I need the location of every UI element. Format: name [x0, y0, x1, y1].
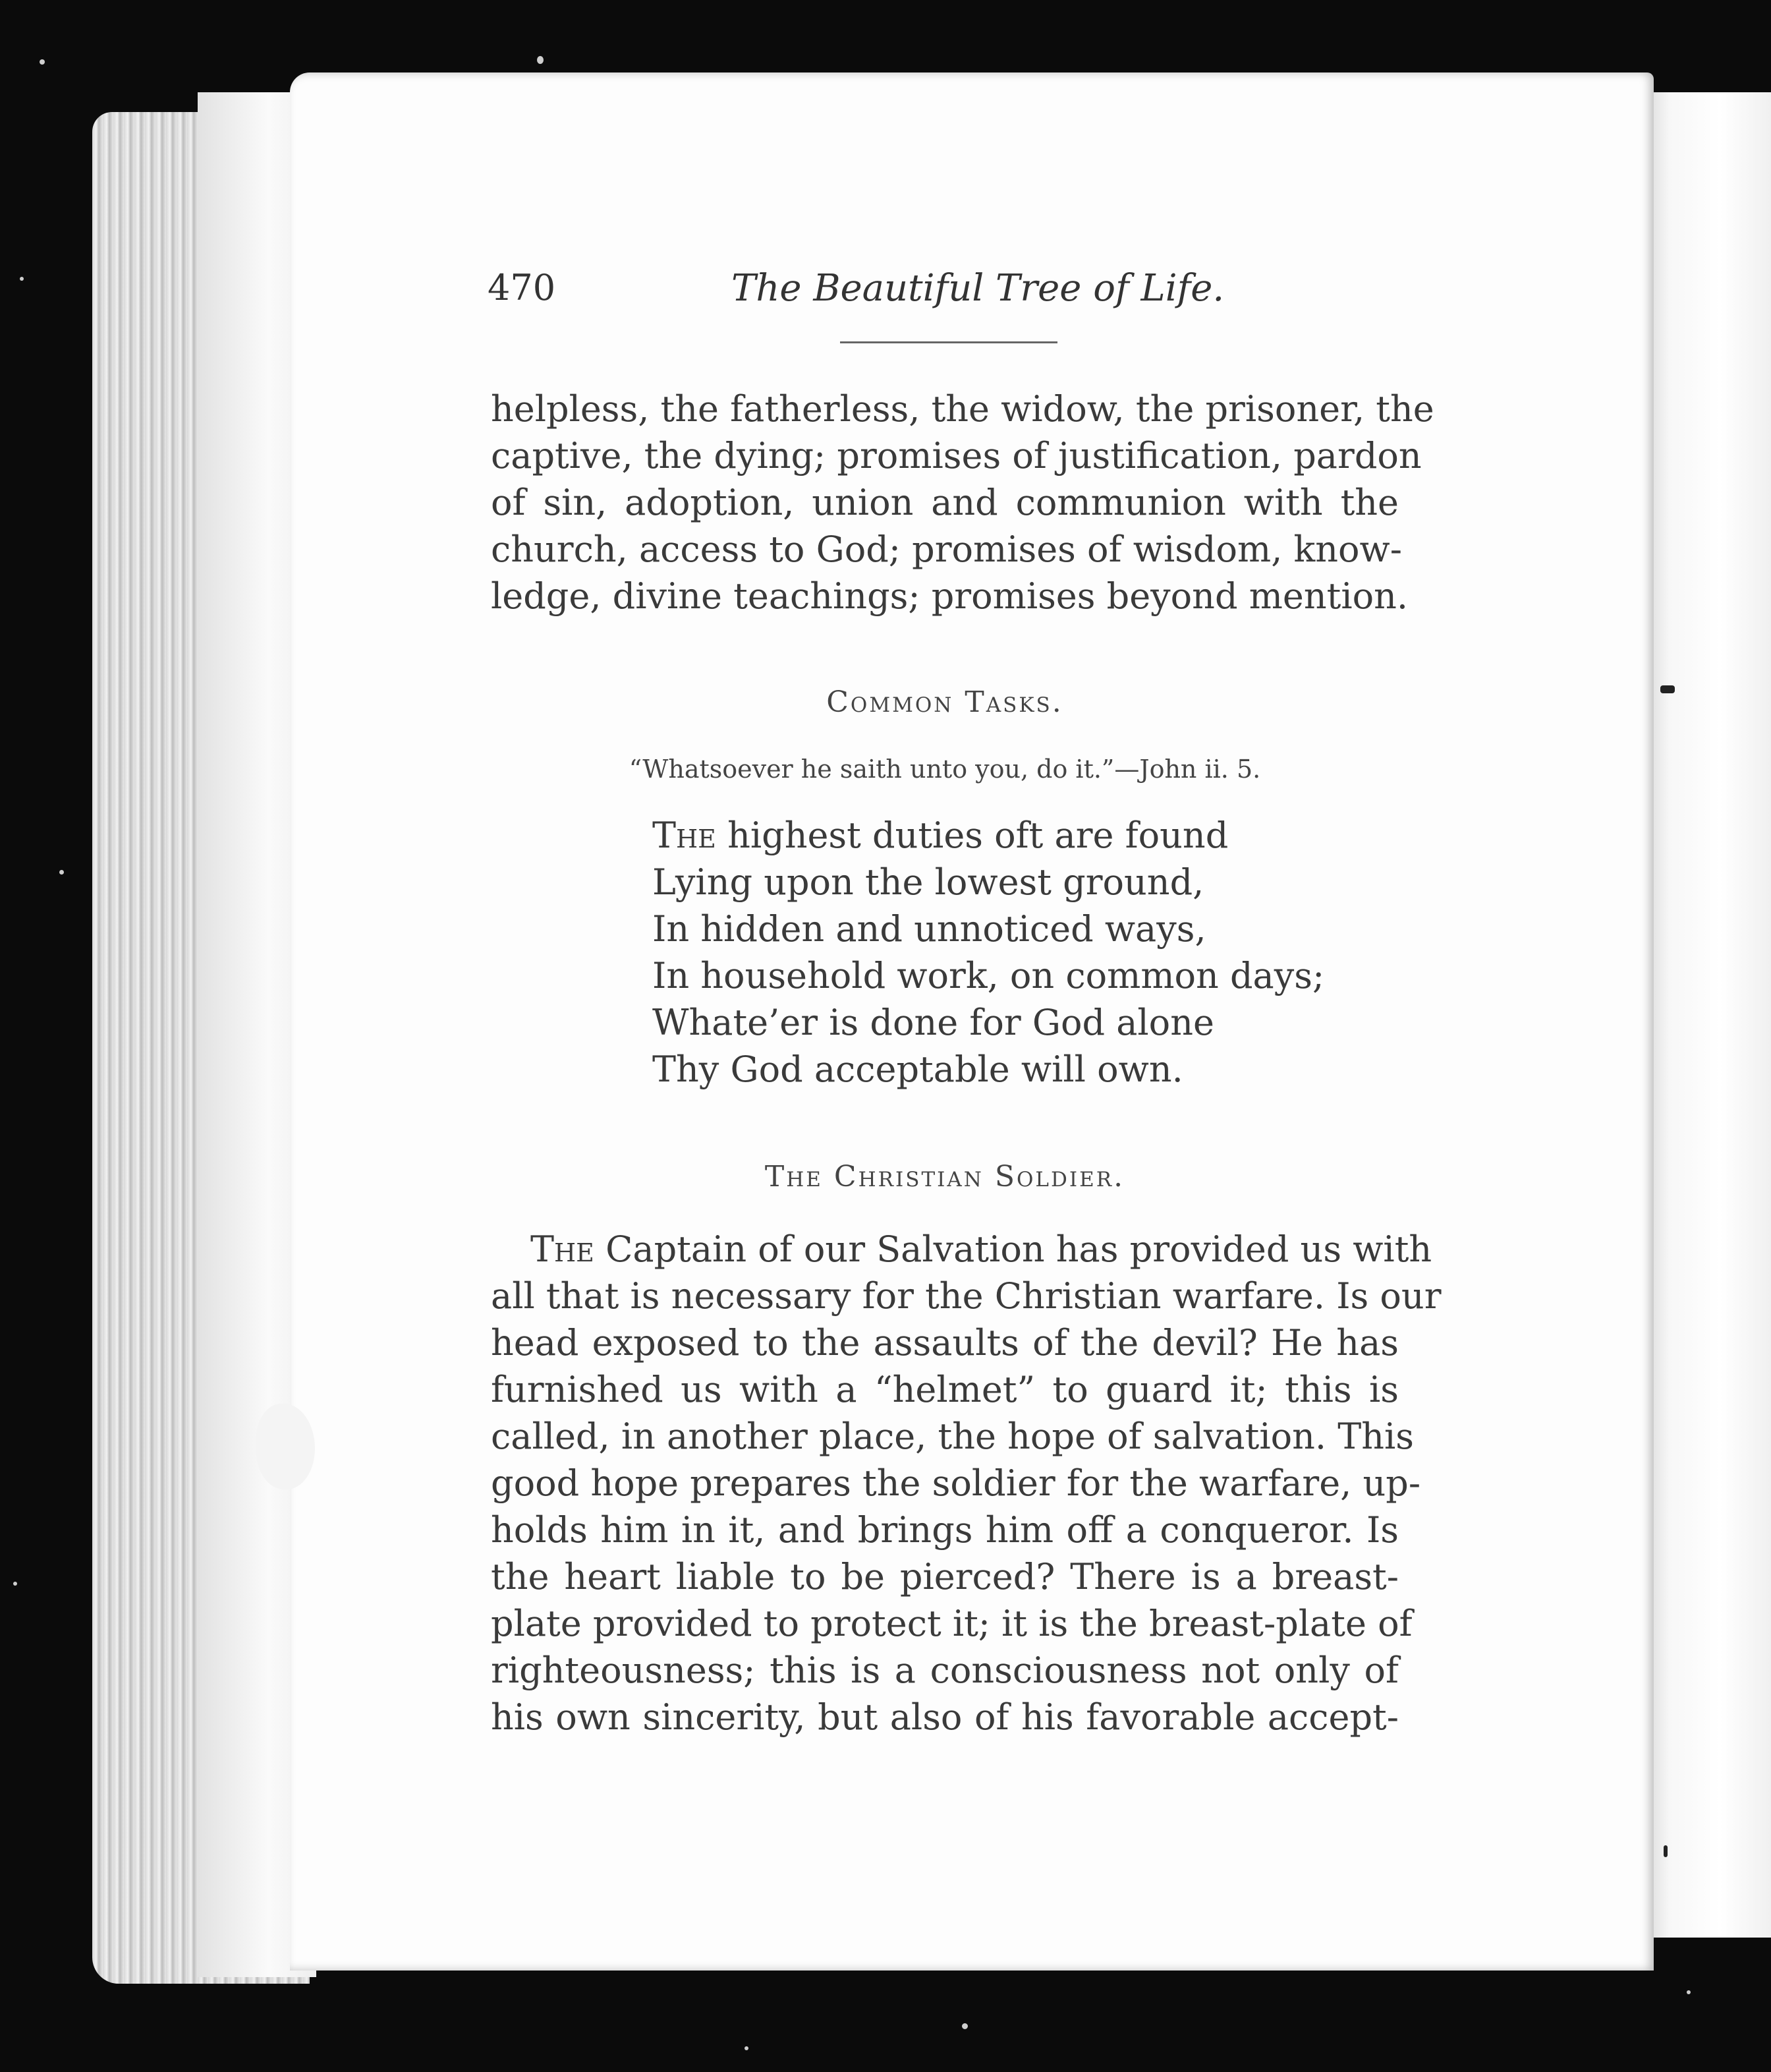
text-line: holds him in it, and brings him off a conqueror. Is	[491, 1509, 1399, 1551]
verse-line: In household work, on common days;	[652, 955, 1325, 996]
text-line: furnished us with a “helmet” to guard it; this is	[491, 1369, 1399, 1410]
text-line: called, in another place, the hope of salvation. This	[491, 1416, 1414, 1457]
facing-page-edge	[1644, 92, 1771, 1938]
text-line: ledge, divine teachings; promises beyond mention.	[491, 575, 1409, 617]
verse-line: In hidden and unnoticed ways,	[652, 908, 1206, 950]
first-line-rest: Captain of our Salvation has provided us with	[594, 1228, 1432, 1270]
text-line	[491, 1226, 1432, 1273]
verse-line: Lying upon the lowest ground,	[652, 861, 1204, 903]
text-line: the heart liable to be pierced? There is a breast-	[491, 1556, 1399, 1597]
text-line: head exposed to the assaults of the devil? He has	[491, 1322, 1399, 1364]
first-word: The	[530, 1228, 594, 1270]
dust-speck	[745, 2046, 748, 2050]
verse-first-rest: highest duties oft are found	[716, 815, 1229, 856]
running-title: The Beautiful Tree of Life.	[731, 267, 1225, 310]
ink-mark	[1664, 1845, 1668, 1857]
ink-mark	[1660, 685, 1675, 693]
text-line: good hope prepares the soldier for the warfare, up-	[491, 1462, 1421, 1504]
verse	[652, 812, 1324, 1093]
text-line: plate provided to protect it; it is the breast-plate of	[491, 1603, 1413, 1644]
dust-speck	[40, 59, 45, 65]
header-rule	[840, 341, 1057, 343]
paragraph-christian-soldier	[491, 1226, 1442, 1741]
text-line: his own sincerity, but also of his favorable accept-	[491, 1696, 1399, 1738]
text-line: all that is necessary for the Christian warfare. Is our	[491, 1275, 1442, 1317]
text-line: of sin, adoption, union and communion with the	[491, 482, 1399, 523]
epigraph: “Whatsoever he saith unto you, do it.”—John ii. 5.	[629, 755, 1261, 784]
paragraph-continued	[491, 386, 1434, 619]
text-line: church, access to God; promises of wisdom, know-	[491, 529, 1403, 570]
dust-speck	[20, 277, 24, 281]
page-number: 470	[488, 267, 556, 308]
dust-speck	[1687, 1990, 1691, 1994]
verse-line: Thy God acceptable will own.	[652, 1049, 1183, 1090]
dust-speck	[962, 2023, 968, 2029]
text-line: helpless, the fatherless, the widow, the prisoner, the	[491, 388, 1434, 430]
verse-line	[652, 812, 1324, 859]
text-line: righteousness; this is a consciousness not only of	[491, 1650, 1399, 1691]
verse-first-word: The	[652, 815, 716, 856]
verse-line: Whate’er is done for God alone	[652, 1002, 1214, 1043]
paper-blot	[256, 1404, 315, 1489]
section-heading-christian-soldier: The Christian Soldier.	[764, 1160, 1125, 1194]
dust-speck	[13, 1582, 17, 1586]
dust-speck	[537, 56, 544, 64]
section-heading-common-tasks: Common Tasks.	[826, 685, 1063, 719]
page-header	[488, 267, 1410, 326]
dust-speck	[59, 870, 64, 875]
text-line: captive, the dying; promises of justification, pardon	[491, 435, 1422, 476]
